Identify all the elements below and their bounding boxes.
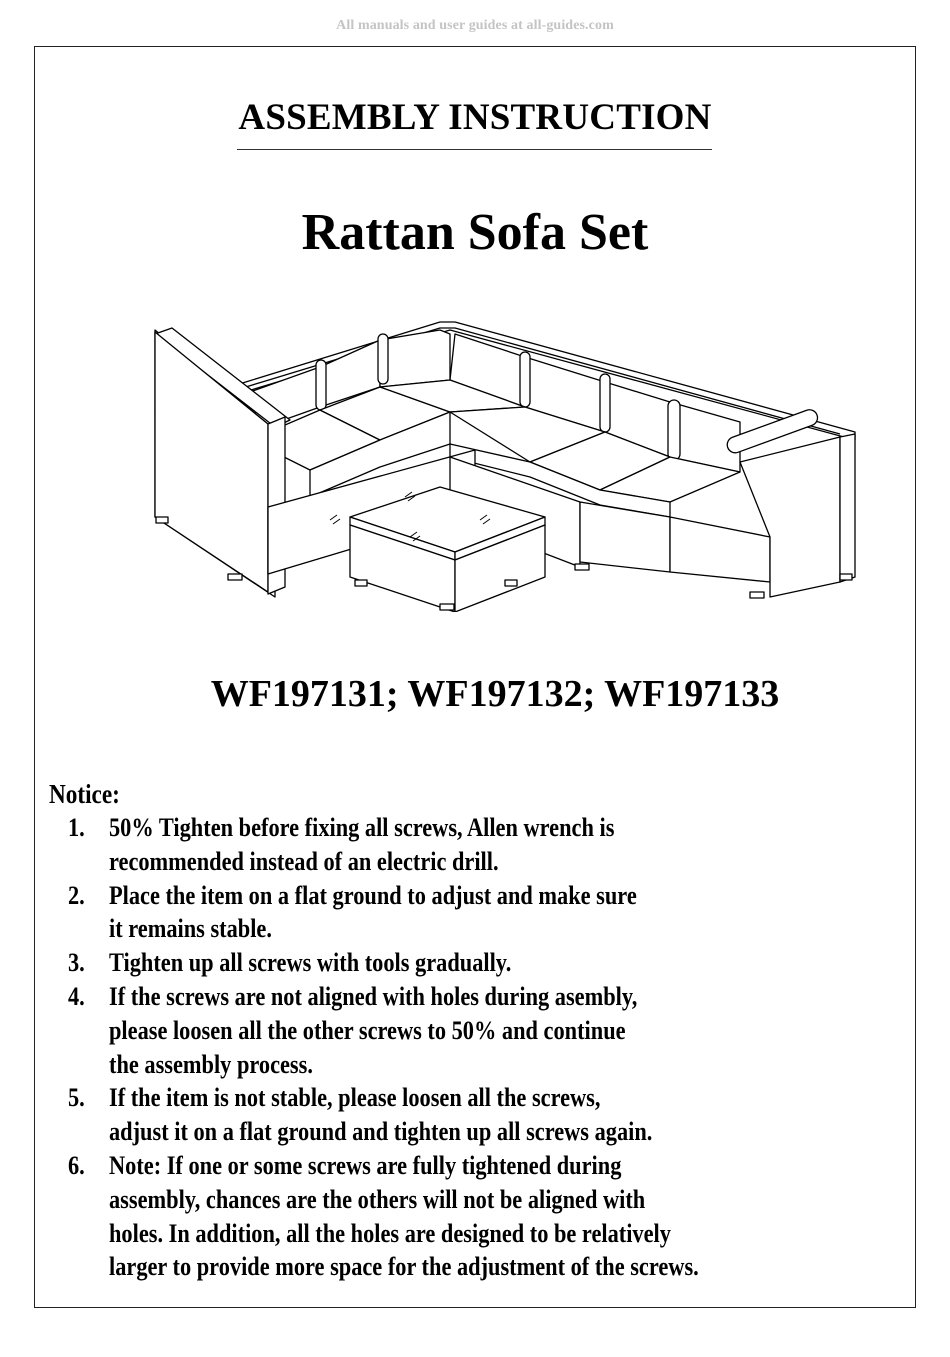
notice-item-number: 1.: [68, 813, 85, 842]
sofa-illustration-icon: [150, 312, 860, 612]
notice-item: [49, 1149, 909, 1284]
notice-item: [49, 946, 909, 980]
notice-item: [49, 879, 909, 947]
product-title: Rattan Sofa Set: [301, 204, 649, 261]
heading-divider: [237, 149, 712, 150]
notice-item-line: please loosen all the other screws to 50% and continue: [109, 1015, 626, 1045]
notice-item-line: holes. In addition, all the holes are designed to be relatively: [109, 1218, 671, 1248]
notice-item-line: If the item is not stable, please loosen all the screws,: [109, 1083, 601, 1113]
notice-item-line: Tighten up all screws with tools gradually.: [109, 948, 512, 978]
notice-item-number: 5.: [68, 1083, 85, 1113]
notice-item-line: it remains stable.: [109, 914, 272, 944]
notice-item-number: 6.: [68, 1150, 85, 1180]
notice-item: [49, 1081, 909, 1149]
notice-item-line: assembly, chances are the others will not be aligned with: [109, 1184, 646, 1214]
notice-item: [49, 811, 909, 879]
watermark-text: All manuals and user guides at all-guides.com: [336, 18, 614, 33]
notice-item-line: Note: If one or some screws are fully tightened during: [109, 1150, 622, 1180]
notice-list: [49, 811, 909, 1284]
document-heading: ASSEMBLY INSTRUCTION: [238, 97, 712, 138]
notice-item-line: the assembly process.: [109, 1049, 313, 1079]
notice-item-number: 2.: [68, 880, 85, 910]
notice-item-line: larger to provide more space for the adjustment of the screws.: [109, 1252, 699, 1282]
model-numbers: WF197131; WF197132; WF197133: [210, 673, 780, 715]
notice-item: [49, 980, 909, 1081]
notice-item-line: 50% Tighten before fixing all screws, Allen wrench is: [109, 813, 615, 842]
notice-title: Notice:: [49, 779, 120, 809]
notice-item-line: If the screws are not aligned with holes during asembly,: [109, 981, 638, 1011]
notice-item-number: 3.: [68, 948, 85, 978]
notice-section: [49, 777, 909, 1284]
notice-item-line: recommended instead of an electric drill.: [109, 846, 499, 876]
notice-item-line: Place the item on a flat ground to adjust and make sure: [109, 880, 637, 910]
notice-item-number: 4.: [68, 981, 85, 1011]
notice-item-line: adjust it on a flat ground and tighten up all screws again.: [109, 1117, 653, 1147]
